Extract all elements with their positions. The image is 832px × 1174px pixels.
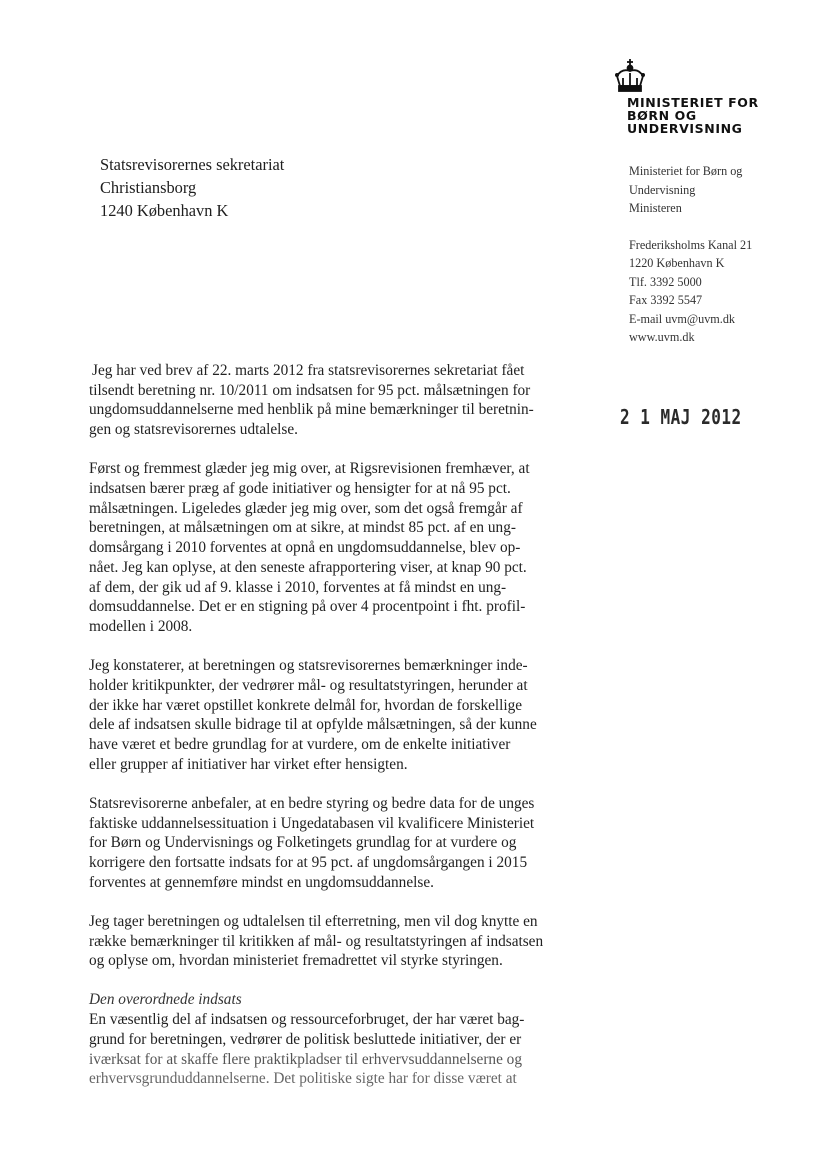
text-line: ungdomsuddannelserne med henblik på mine bemærkninger til beretnin- bbox=[89, 401, 534, 419]
recipient-address bbox=[100, 153, 284, 222]
sender-org-line: Ministeriet for Børn og bbox=[629, 164, 743, 178]
logo-line: MINISTERIET FOR bbox=[627, 95, 759, 110]
text-line: En væsentlig del af indsatsen og ressourceforbruget, der har været bag- bbox=[89, 1011, 525, 1029]
text-line: tilsendt beretning nr. 10/2011 om indsatsen for 95 pct. målsætningen for bbox=[89, 381, 531, 399]
text-line: Jeg har ved brev af 22. marts 2012 fra statsrevisorernes sekretariat fået bbox=[92, 362, 525, 379]
text-line: Jeg konstaterer, at beretningen og statsrevisorernes bemærkninger inde- bbox=[89, 657, 528, 675]
paragraph bbox=[89, 794, 559, 893]
logo-line: UNDERVISNING bbox=[627, 121, 743, 136]
text-line: dele af indsatsen skulle bidrage til at opfylde målsætningen, så der kunne bbox=[89, 716, 537, 734]
text-line: gen og statsrevisorernes udtalelse. bbox=[89, 421, 298, 439]
text-line: Jeg tager beretningen og udtalelsen til efterretning, men vil dog knytte en bbox=[89, 912, 538, 930]
crown-icon bbox=[613, 58, 647, 94]
text-line: indsatsen bærer præg af gode initiativer og hensigter for at nå 95 pct. bbox=[89, 480, 511, 498]
section-heading: Den overordnede indsats bbox=[89, 991, 242, 1009]
sender-org-line: Undervisning bbox=[629, 182, 696, 197]
text-line: nået. Jeg kan oplyse, at den seneste afrapportering viser, at knap 90 pct. bbox=[89, 558, 527, 576]
paragraph bbox=[89, 656, 559, 774]
recipient-line: 1240 København K bbox=[100, 201, 229, 220]
sender-org-line: Ministeren bbox=[629, 201, 682, 215]
text-line: for Børn og Undervisnings og Folketingets grundlag for at vurdere og bbox=[89, 834, 517, 852]
paragraph bbox=[89, 361, 559, 440]
section bbox=[89, 990, 559, 1089]
text-line: forventes at gennemføre mindst en ungdomsuddannelse. bbox=[89, 873, 434, 891]
sender-address-line: 1220 København K bbox=[629, 256, 725, 270]
text-line: domsuddannelse. Det er en stigning på over 4 procentpoint i fht. profil- bbox=[89, 598, 526, 616]
date-stamp: 2 1 MAJ 2012 bbox=[620, 405, 742, 429]
sender-fax: Fax 3392 5547 bbox=[629, 293, 703, 307]
sender-info bbox=[629, 162, 752, 347]
text-line: Først og fremmest glæder jeg mig over, at Rigsrevisionen fremhæver, at bbox=[89, 460, 530, 478]
text-line: have været et bedre grundlag for at vurdere, om de enkelte initiativer bbox=[89, 735, 511, 753]
letter-body bbox=[89, 361, 559, 1109]
text-line: eller grupper af initiativer har virket efter hensigten. bbox=[89, 755, 408, 773]
logo-line: BØRN OG bbox=[627, 108, 697, 123]
text-line: målsætningen. Ligeledes glæder jeg mig over, som det også fremgår af bbox=[89, 499, 523, 517]
text-line: faktiske uddannelsessituation i Ungedatabasen vil kvalificere Ministeriet bbox=[89, 814, 535, 832]
recipient-line: Christiansborg bbox=[100, 178, 197, 197]
ministry-logo-text bbox=[627, 96, 759, 135]
text-line: holder kritikpunkter, der vedrører mål- og resultatstyringen, herunder at bbox=[89, 676, 528, 694]
recipient-line: Statsrevisorernes sekretariat bbox=[100, 155, 285, 174]
text-line: af dem, der gik ud af 9. klasse i 2010, forventes at få mindst en ung- bbox=[89, 578, 507, 596]
text-line: beretningen, at målsætningen om at sikre, at mindst 85 pct. af en ung- bbox=[89, 519, 516, 537]
sender-website: www.uvm.dk bbox=[629, 330, 695, 344]
text-line: erhvervsgrunduddannelserne. Det politiske sigte har for disse været at bbox=[89, 1070, 517, 1088]
text-line: iværksat for at skaffe flere praktikpladser til erhvervsuddannelserne og bbox=[89, 1050, 522, 1068]
paragraph bbox=[89, 912, 559, 971]
text-line: grund for beretningen, vedrører de politisk besluttede initiativer, der er bbox=[89, 1030, 522, 1048]
paragraph bbox=[89, 459, 559, 636]
text-line: der ikke har været opstillet konkrete delmål for, hvordan de forskellige bbox=[89, 696, 523, 714]
sender-phone: Tlf. 3392 5000 bbox=[629, 274, 702, 289]
text-line: og oplyse om, hvordan ministeriet fremadrettet vil styrke styringen. bbox=[89, 952, 503, 970]
text-line: Statsrevisorerne anbefaler, at en bedre styring og bedre data for de unges bbox=[89, 794, 535, 812]
text-line: korrigere den fortsatte indsats for at 95 pct. af ungdomsårgangen i 2015 bbox=[89, 853, 528, 871]
text-line: modellen i 2008. bbox=[89, 617, 193, 635]
text-line: række bemærkninger til kritikken af mål- og resultatstyringen af indsatsen bbox=[89, 932, 544, 950]
sender-address-line: Frederiksholms Kanal 21 bbox=[629, 237, 753, 252]
sender-email: E-mail uvm@uvm.dk bbox=[629, 311, 736, 326]
text-line: domsårgang i 2010 forventes at opnå en ungdomsuddannelse, blev op- bbox=[89, 539, 521, 557]
